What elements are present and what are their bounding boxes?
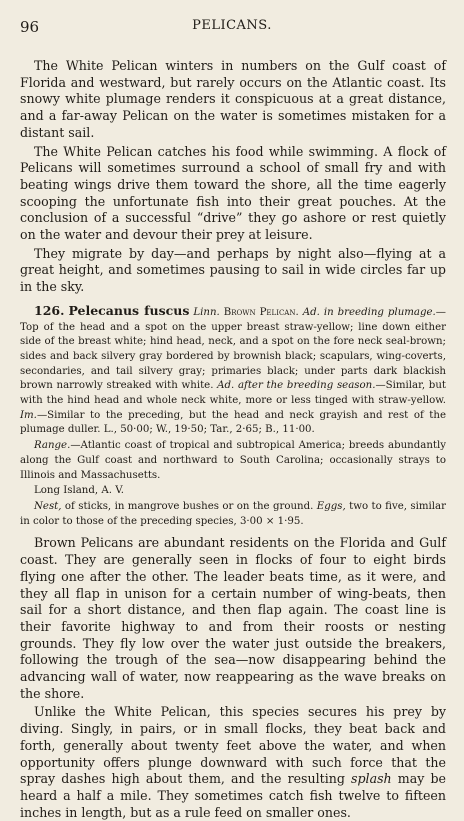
page-number: 96 [20, 18, 40, 36]
closing-paragraph-1: Brown Pelicans are abundant residents on the Florida and Gulf coast. They are generally seen in flocks of four to eight birds flying one after the other. The leader beats time, as it were, and they all flap in unison for a certain number of wing-beats, then sail for a short distance, and then flap again. The coast line is their favorite highway to and from their roosts or nesting grounds. They fly low over the water just outside the breakers, following the trough of the sea—now disappearing behind the advancing wall of water, now reappearing as the wave breaks on the shore. [20, 535, 446, 701]
range-paragraph [20, 439, 446, 483]
range-text: —Atlantic coast of tropical and subtropical America; breeds abundantly along the Gulf coast and northward to South Carolina; occasionally strays to Illinois and Massachusetts. [20, 440, 446, 481]
nest-label: Nest, [34, 500, 62, 512]
nest-paragraph [20, 500, 446, 529]
long-island-note: Long Island, A. V. [34, 485, 125, 497]
intro-paragraph-3: They migrate by day—and perhaps by night also—flying at a great height, and sometimes pausing to sail in wide circles far up in the sky. [20, 245, 446, 295]
species-authority: Linn. [193, 306, 220, 318]
immature-label: Im. [20, 409, 37, 421]
splash-word: splash [351, 771, 392, 787]
species-description [20, 304, 446, 438]
closing-paragraph-2-end: may be heard a half a mile. They sometimes catch fish twelve to fifteen inches in length, but as a rule feed on smaller ones. [20, 771, 446, 820]
adult-label: Ad. in breeding plumage. [302, 306, 436, 318]
after-breeding-description: —Similar, but with the hind head and whole neck white, more or less tinged with straw-yellow. [20, 380, 446, 407]
closing-paragraph-2-start: Unlike the White Pelican, this species secures his prey by diving. Singly, in pairs, or in small flocks, they beat back and forth, generally about twenty feet above the water, and when opportunity offers plunge downward with such force that the spray dashes high about them, and the resulting [20, 704, 446, 787]
immature-description: —Similar to the preceding, but the head and neck grayish and rest of the plumage duller. L., 50·00; W., 19·50; Tar., 2·65; B., 11·00. [20, 409, 446, 436]
running-title: PELICANS. [192, 18, 272, 33]
nest-text: of sticks, in mangrove bushes or on the ground. [61, 500, 317, 512]
adult-description: —Top of the head and a spot on the upper breast straw-yellow; line down either side of the breast white; hind head, neck, and a spot on the fore neck seal-brown; sides and back silvery gray bordered by brownish black; scapulars, wing-coverts, secondaries, and tail silvery gray; primaries black; under parts dark blackish brown narrowly streaked with white. [20, 306, 446, 392]
intro-paragraph-2: The White Pelican catches his food while swimming. A flock of Pelicans will sometimes surround a school of small fry and with beating wings drive them toward the shore, all the time eagerly scooping the unfortunate fish into their great pouches. At the conclusion of a successful “drive” they go ashore or rest quietly on the water and devour their prey at leisure. [20, 143, 446, 243]
species-scientific-name: Pelecanus fuscus [68, 302, 190, 318]
eggs-text: two to five, similar in color to those of the preceding species, 3·00 × 1·95. [20, 500, 446, 527]
species-common-name: Brown Pelican. [223, 306, 299, 318]
species-number: 126. [34, 302, 65, 318]
intro-paragraph-1: The White Pelican winters in numbers on the Gulf coast of Florida and westward, but rarely occurs on the Atlantic coast. Its snowy white plumage renders it conspicuous at a great distance, and a far-away Pelican on the water is sometimes mistaken for a distant sail. [20, 58, 446, 140]
eggs-label: Eggs, [316, 500, 346, 512]
range-label: Range. [34, 440, 71, 452]
closing-paragraph-2 [20, 704, 446, 821]
after-breeding-label: Ad. after the breeding season. [217, 380, 376, 392]
